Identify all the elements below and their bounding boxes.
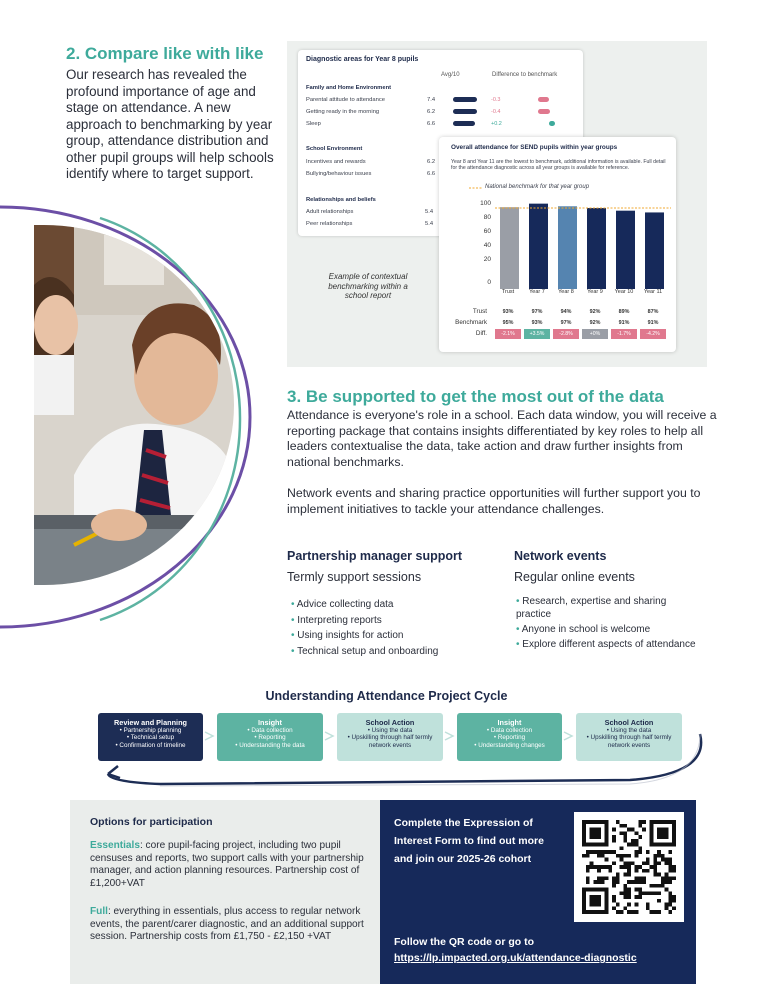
benchmark-legend-swatch [469, 186, 483, 190]
cycle-box-insight-1 [217, 713, 323, 761]
x-tick-label: Year 7 [529, 289, 545, 295]
cycle-box-title: Review and Planning [114, 718, 187, 727]
trust-cell: 87% [647, 309, 659, 315]
full-option [90, 906, 370, 944]
diff-cell: +3.5% [524, 329, 550, 339]
diag-row-diff: +0.2 [491, 121, 502, 127]
bar-year-7 [529, 204, 548, 289]
cycle-box-title: Insight [258, 718, 282, 727]
diag-row-value: 6.6 [427, 121, 436, 127]
cycle-box-line: • Understanding the data [235, 741, 305, 749]
diag-section-relationships: Relationships and beliefs [306, 197, 376, 203]
y-tick-label: 40 [483, 242, 491, 249]
diag-row-value: 6.2 [427, 109, 436, 115]
diag-row-value: 5.4 [425, 209, 434, 215]
network-heading: Network events [514, 549, 607, 563]
x-tick-label: Trust [501, 289, 515, 295]
cycle-box-line: • Upskilling through half termly [586, 734, 672, 742]
cycle-box-line: • Reporting [493, 734, 526, 742]
trust-cell: 97% [531, 309, 543, 315]
full-text: : everything in essentials, plus access to regular network events, the parent/carer diagnostic, and an additional support session. Partnership costs from £1,750 - £2,150 +VAT [90, 906, 364, 943]
chart-description: Year 8 and Year 11 are the lowest to benchmark, additional information is available. Full detail for the attendance diagnostic across all year groups is available for reference. [451, 159, 666, 172]
diff-bar [538, 97, 549, 102]
bar-trust [500, 207, 519, 289]
y-tick-label: 20 [483, 256, 491, 263]
diff-cell: -2.8% [553, 329, 579, 339]
network-subheading: Regular online events [514, 570, 635, 584]
list-item: • Research, expertise and sharing practice [516, 596, 667, 620]
section-3-body [287, 408, 717, 518]
list-item: • Using insights for action [291, 630, 404, 641]
benchmark-cell: 91% [618, 320, 630, 326]
cycle-box-line: • Confirmation of timeline [115, 741, 186, 749]
cycle-box-line: • Upskilling through half termly [347, 734, 433, 742]
cycle-box-insight-2 [457, 713, 562, 761]
essentials-text: : core pupil-facing project, including two pupil censuses and reports, two support calls with your partnership manager, and action planning resources. Partnership cost of £1,200+VAT [90, 840, 364, 889]
full-label: Full [90, 906, 108, 917]
cycle-box-line: • Using the data [606, 727, 652, 734]
cycle-box-review [98, 713, 203, 761]
list-item: • Advice collecting data [291, 599, 394, 610]
diag-section-school: School Environment [306, 146, 363, 152]
partnership-heading: Partnership manager support [287, 549, 463, 563]
avg-column-header: Avg/10 [441, 72, 460, 78]
cycle-box-action-2 [576, 713, 682, 761]
cta-follow [394, 934, 637, 966]
send-bar-chart [495, 197, 671, 292]
cycle-box-title: Insight [497, 718, 522, 727]
diag-row-value: 6.6 [427, 171, 436, 177]
benchmark-cell: 91% [647, 320, 659, 326]
diag-row-value: 5.4 [425, 221, 434, 227]
cycle-title: Understanding Attendance Project Cycle [265, 689, 508, 703]
options-heading: Options for participation [90, 816, 213, 828]
qr-code-graphic [582, 820, 676, 914]
cycle-box-line: • Using the data [367, 727, 413, 734]
network-list [516, 595, 696, 651]
x-tick-label: Year 9 [587, 289, 603, 295]
table-row-label: Trust [472, 308, 487, 315]
essentials-label: Essentials [90, 840, 140, 851]
diff-cell: -1.7% [611, 329, 637, 339]
diff-cell: -4.2% [640, 329, 666, 339]
y-tick-label: 0 [487, 279, 491, 286]
list-item: • Anyone in school is welcome [516, 624, 651, 635]
trust-cell: 93% [502, 309, 514, 315]
cycle-chevron [323, 730, 337, 742]
avg-bar [453, 97, 477, 102]
y-tick-label: 80 [483, 214, 491, 221]
diag-row-label: Peer relationships [306, 221, 353, 227]
cycle-box-title: School Action [604, 718, 654, 727]
options-panel [70, 800, 380, 984]
diag-row-label: Incentives and rewards [306, 159, 366, 165]
y-tick-label: 60 [483, 228, 491, 235]
benchmark-cell: 92% [589, 320, 601, 326]
cycle-box-line: • Data collection [486, 727, 533, 734]
avg-bar [453, 121, 475, 126]
diag-row-label: Bullying/behaviour issues [306, 171, 372, 177]
cycle-box-line: • Understanding changes [474, 741, 545, 749]
cycle-box-line: • Reporting [254, 734, 286, 742]
x-tick-label: Year 10 [614, 289, 634, 295]
cycle-box-line: • Technical setup [126, 734, 175, 742]
table-row-label: Benchmark [455, 319, 487, 326]
diag-row-diff: -0.4 [491, 109, 501, 115]
diff-bar [549, 121, 555, 126]
bar-year-11 [645, 212, 664, 289]
send-attendance-card [439, 137, 676, 352]
list-item: • Technical setup and onboarding [291, 645, 439, 657]
section-3-heading: 3. Be supported to get the most out of the data [287, 387, 664, 406]
list-item: • Explore different aspects of attendance [516, 639, 696, 650]
diag-row-label: Adult relationships [306, 209, 354, 215]
bar-year-8 [558, 206, 577, 289]
cta-link[interactable]: https://lp.impacted.org.uk/attendance-diagnostic [394, 952, 637, 964]
trust-cell: 94% [560, 309, 572, 315]
cycle-chevron [443, 730, 457, 742]
cycle-box-line: • Data collection [247, 727, 293, 734]
diff-column-header: Difference to benchmark [492, 72, 558, 78]
section-3-para-2: Network events and sharing practice opportunities will further support you to implement initiatives to tackle your attendance challenges. [287, 486, 701, 516]
benchmark-cell: 97% [560, 320, 572, 326]
x-tick-label: Year 8 [558, 289, 574, 295]
diagnostic-title: Diagnostic areas for Year 8 pupils [306, 56, 419, 63]
cycle-box-line: network events [607, 741, 651, 749]
diag-row-value: 6.2 [427, 159, 436, 165]
benchmark-cell: 95% [502, 320, 514, 326]
diag-row-label: Getting ready in the morning [306, 109, 380, 115]
partnership-subheading: Termly support sessions [287, 570, 422, 584]
diag-row-label: Parental attitude to attendance [306, 97, 385, 103]
qr-code[interactable] [574, 812, 684, 922]
trust-cell: 89% [618, 309, 630, 315]
cycle-chevron [562, 730, 576, 742]
diag-row-label: Sleep [306, 121, 321, 127]
cycle-box-line: • Partnership planning [119, 727, 182, 734]
cycle-box-action-1 [337, 713, 443, 761]
diff-cell: -2.1% [495, 329, 521, 339]
diag-row-value: 7.4 [427, 97, 436, 103]
list-item: • Interpreting reports [291, 614, 382, 626]
report-caption: Example of contextual benchmarking within a school report [328, 272, 408, 300]
cycle-box-title: School Action [365, 718, 415, 727]
cta-text: Complete the Expression of Interest Form to find out more and join our 2025-26 cohort [394, 817, 544, 865]
benchmark-cell: 93% [531, 320, 543, 326]
bar-year-9 [587, 208, 606, 289]
y-tick-label: 100 [480, 200, 491, 207]
bar-year-10 [616, 211, 635, 289]
trust-cell: 92% [589, 309, 601, 315]
avg-bar [453, 109, 477, 114]
diff-cell: +0% [582, 329, 608, 339]
partnership-list [291, 598, 501, 658]
diff-bar [538, 109, 550, 114]
table-row-label: Diff. [475, 330, 487, 337]
cycle-box-line: network events [368, 741, 412, 749]
section-2-body: Our research has revealed the profound importance of age and stage on attendance. A new approach to benchmarking by year group, attendance distribution and other pupil groups will help schools identify where to target support. [66, 67, 274, 181]
essentials-option [90, 840, 370, 890]
chart-title: Overall attendance for SEND pupils within year groups [451, 144, 618, 151]
chart-legend: National benchmark for that year group [485, 184, 590, 190]
diag-section-family: Family and Home Environment [306, 85, 392, 91]
x-tick-label: Year 11 [643, 289, 663, 295]
decorative-teal-arc [0, 210, 270, 630]
section-2-heading: 2. Compare like with like [66, 44, 264, 63]
diag-row-diff: -0.3 [491, 97, 501, 103]
cycle-chevron [203, 730, 217, 742]
section-3-para-1: Attendance is everyone's role in a school. Each data window, you will receive a reporting package that contains insights differentiated by key roles to help all leaders contextualise the data, take action and draw further insights from national benchmarks. [287, 408, 717, 469]
cta-panel [380, 800, 696, 984]
cta-follow-text: Follow the QR code or go to [394, 936, 534, 948]
